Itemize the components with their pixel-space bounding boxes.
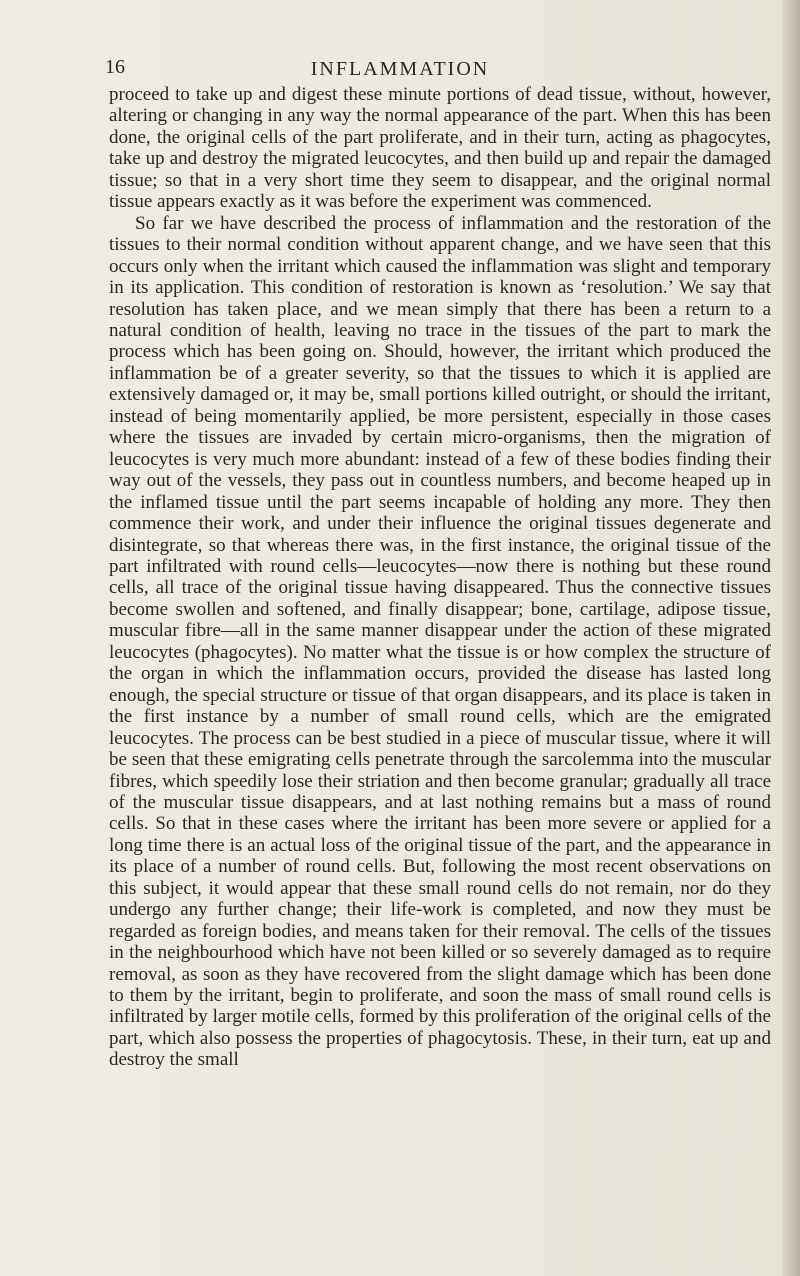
- running-title: INFLAMMATION: [310, 58, 490, 80]
- paragraph-resolution: So far we have described the process of inflammation and the restoration of the tissues to their normal condition without apparent change, and we have seen that this occurs only when the irritant which caused the inflammation was slight and temporary in its application. This condition of restoration is known as ‘resolution.’ We say that resolution has taken place, and we mean simply that there has been a return to a natural condition of health, leaving no trace in the tissues of the part to mark the process which has been going on. Should, however, the irritant which produced the inflammation be of a greater severity, so that the tissues to which it is applied are extensively damaged or, it may be, small portions killed outright, or should the irritant, instead of being momentarily applied, be more persistent, especially in those cases where the tissues are invaded by certain micro-organisms, then the migration of leucocytes is very much more abundant: instead of a few of these bodies finding their way out of the vessels, they pass out in countless numbers, and become heaped up in the inflamed tissue until the part seems incapable of holding any more. They then commence their work, and under their influence the original tissues degenerate and disintegrate, so that whereas there was, in the first instance, the original tissue of the part infiltrated with round cells—leucocytes—now there is nothing but these round cells, all trace of the original tissue having disappeared. Thus the connective tissues become swollen and softened, and finally disappear; bone, cartilage, adipose tissue, muscular fibre—all in the same manner disappear under the action of these migrated leucocytes (phagocytes). No matter what the tissue is or how complex the structure of the organ in which the inflammation occurs, provided the disease has lasted long enough, the special structure or tissue of that organ disappears, and its place is taken in the first instance by a number of small round cells, which are the emigrated leucocytes. The process can be best studied in a piece of muscular tissue, where it will be seen that these emigrating cells penetrate through the sarcolemma into the muscular fibres, which speedily lose their striation and then become granular; gradually all trace of the muscular tissue disappears, and at last nothing remains but a mass of round cells. So that in these cases where the irritant has been more severe or applied for a long time there is an actual loss of the original tissue of the part, and the appearance in its place of a number of round cells. But, following the most recent observations on this subject, it would appear that these small round cells do not remain, nor do they undergo any further change; their life-work is completed, and now they must be regarded as foreign bodies, and means taken for their removal. The cells of the tissues in the neighbourhood which have not been killed or so severely damaged as to require removal, as soon as they have recovered from the slight damage which has been done to them by the irritant, begin to proliferate, and soon the mass of small round cells is infiltrated by larger motile cells, formed by this proliferation of the original cells of the part, which also possess the properties of phagocytosis. These, in their turn, eat up and destroy the small: [109, 212, 771, 1071]
- page-number: 16: [105, 56, 125, 78]
- paragraph-continuation: proceed to take up and digest these minute portions of dead tissue, without, however, altering or changing in any way the normal appearance of the part. When this has been done, the original cells of the part proliferate, and in their turn, acting as phagocytes, take up and destroy the migrated leucocytes, and then build up and repair the damaged tissue; so that in a very short time they seem to disappear, and the original normal tissue appears exactly as it was before the experiment was commenced.: [109, 84, 771, 213]
- page-binding-edge: [782, 0, 800, 1276]
- body-text: [109, 84, 771, 1071]
